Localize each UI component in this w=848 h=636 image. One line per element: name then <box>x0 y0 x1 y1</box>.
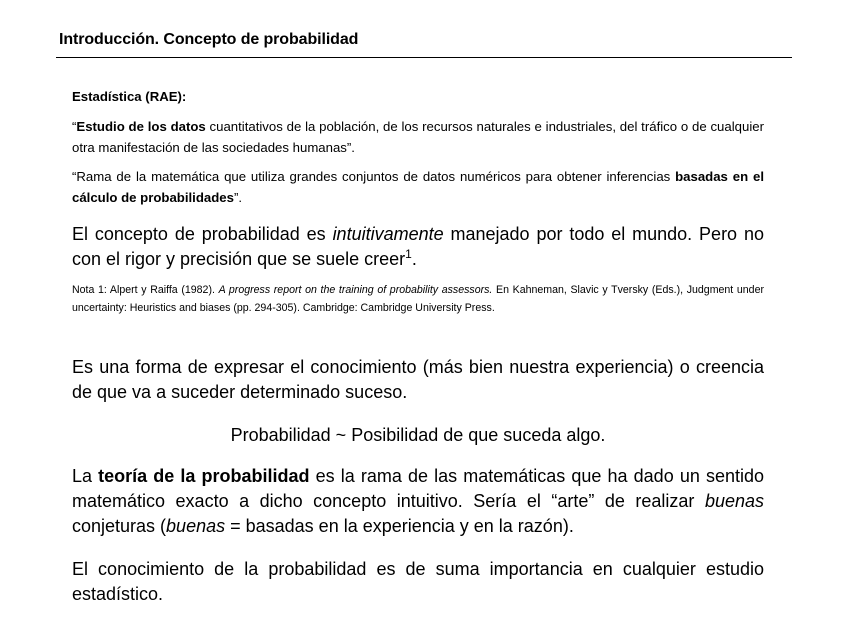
probability-definition: Probabilidad ~ Posibilidad de que suceda algo. <box>230 425 606 445</box>
open-quote: “ <box>72 119 77 134</box>
expression-paragraph: Es una forma de expresar el conocimiento (más bien nuestra experiencia) o creencia de que va a suceder determinado suceso. <box>72 357 764 402</box>
def2-end: ”. <box>233 190 243 205</box>
rae-label: Estadística (RAE): <box>72 89 187 104</box>
intuition-end: manejado por todo el mundo. Pero no con el rigor y precisión que se suele creer <box>72 224 764 269</box>
intuition-italic: intuitivamente <box>332 224 444 244</box>
importance-paragraph: El conocimiento de la probabilidad es de suma importancia en cualquier estudio estadístico. <box>72 559 764 604</box>
theory-bold: teoría de la probabilidad <box>98 466 310 486</box>
def2-bold: basadas en el cálculo de probabilidades <box>72 169 764 205</box>
theory-middle: es la rama de las matemáticas que ha dado un sentido matemático exacto a dicho concepto intuitivo. Sería el “arte” de realizar <box>72 466 764 511</box>
note-end: En Kahneman, Slavic y Tversky (Eds.), Judgment under uncertainty: Heuristics and biases (pp. 294-305). Cambridge: Cambridge University Press. <box>72 284 764 314</box>
note-start: Nota 1: Alpert y Raiffa (1982). <box>72 284 219 296</box>
intuition-paragraph <box>72 222 764 272</box>
note-italic: A progress report on the training of probability assessors. <box>218 284 493 296</box>
page-title: Introducción. Concepto de probabilidad <box>59 31 359 48</box>
title-divider <box>56 57 792 58</box>
rae-definition-2 <box>72 166 764 208</box>
intuition-period: . <box>411 249 417 269</box>
theory-italic-1: buenas <box>704 491 764 511</box>
theory-middle-2: conjeturas ( <box>72 516 167 536</box>
theory-end: = basadas en la experiencia y en la razón). <box>225 516 574 536</box>
def1-bold: Estudio de los datos <box>76 119 206 134</box>
intuition-start: El concepto de probabilidad es <box>72 224 333 244</box>
footnote-ref: 1 <box>405 247 412 261</box>
theory-italic-2: buenas <box>166 516 226 536</box>
rae-definition-1 <box>72 116 764 158</box>
footnote <box>72 281 764 317</box>
def1-rest: cuantitativos de la población, de los recursos naturales e industriales, del tráfico o de cualquier otra manifestación de las sociedades humanas”. <box>72 119 764 155</box>
theory-paragraph <box>72 464 764 539</box>
def2-start: “Rama de la matemática que utiliza grandes conjuntos de datos numéricos para obtener inferencias <box>72 169 676 184</box>
theory-start: La <box>72 466 99 486</box>
